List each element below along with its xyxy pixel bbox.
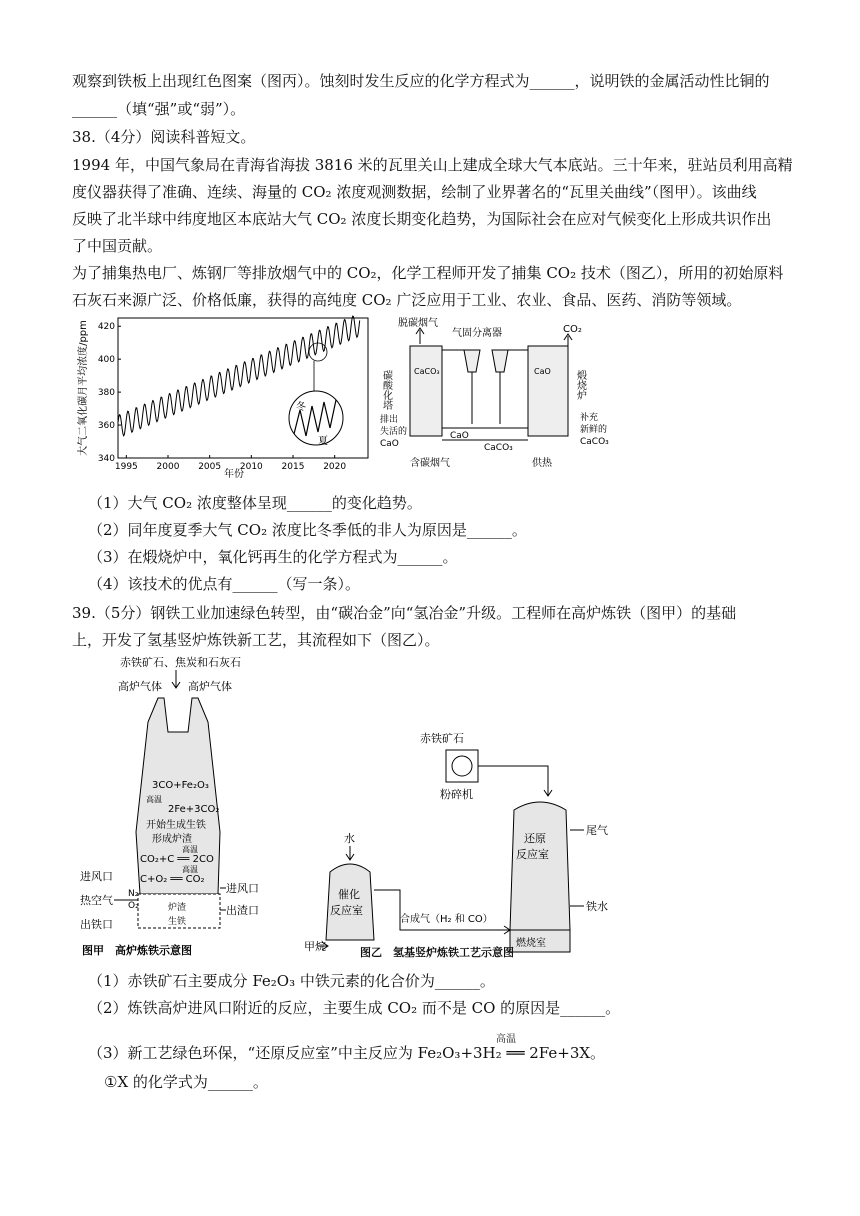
hot-air: 热空气 bbox=[80, 894, 113, 907]
o2-label: O₂ bbox=[128, 901, 139, 911]
co2-capture-diagram bbox=[380, 316, 630, 472]
inlet-right: 进风口 bbox=[226, 882, 259, 895]
x-tick-label: 1995 bbox=[114, 462, 138, 472]
y-tick-label: 340 bbox=[97, 454, 115, 464]
q38-question-2: （2）同年度夏季大气 CO₂ 浓度比冬季低的非人为原因是______。 bbox=[88, 521, 527, 539]
reaction-condition: 高温 bbox=[496, 1034, 516, 1045]
q39-question-2: （2）炼铁高炉进风口附近的反应，主要生成 CO₂ 而不是 CO 的原因是______。 bbox=[88, 999, 621, 1017]
label-discharge-3: CaO bbox=[380, 439, 399, 449]
y-tick-label: 400 bbox=[97, 355, 115, 366]
eq1c: 2Fe+3CO₂ bbox=[168, 804, 220, 815]
pig-label: 生铁 bbox=[168, 917, 187, 927]
n2-label: N₂ bbox=[128, 889, 139, 899]
mid1: 开始生成生铁 bbox=[146, 820, 206, 831]
label-fresh: 补充 bbox=[580, 413, 599, 423]
mid2: 形成炉渣 bbox=[152, 834, 192, 845]
y-tick-label: 420 bbox=[97, 322, 115, 333]
x-tick-label: 2010 bbox=[239, 462, 263, 472]
label-cao-flow: CaO bbox=[450, 431, 469, 441]
inlet-left: 进风口 bbox=[80, 870, 113, 883]
label-carbonator: 碳酸化塔 bbox=[380, 370, 392, 410]
eq2cond: 高温 bbox=[182, 845, 198, 854]
label-flue-in: 含碳烟气 bbox=[410, 458, 450, 469]
x-tick-label: 2020 bbox=[323, 462, 347, 472]
shaft-caption: 图乙 氢基竖炉炼铁工艺示意图 bbox=[360, 946, 514, 959]
q38-p1-line: 了中国贡献。 bbox=[72, 237, 163, 255]
label-separator: 气固分离器 bbox=[452, 328, 502, 339]
q39-question-3a: ①X 的化学式为______。 bbox=[104, 1073, 268, 1091]
zoom-circle bbox=[289, 391, 343, 445]
label-calciner: 煅烧炉 bbox=[574, 370, 586, 400]
separator-left bbox=[464, 350, 480, 372]
tail-gas-label: 尾气 bbox=[586, 824, 608, 837]
q38-question-4: （4）该技术的优点有______（写一条）。 bbox=[88, 575, 361, 593]
slag-label: 炉渣 bbox=[168, 903, 187, 913]
label-co2-out: CO₂ bbox=[563, 324, 582, 335]
q39-question-1: （1）赤铁矿石主要成分 Fe₂O₃ 中铁元素的化合价为______。 bbox=[88, 972, 495, 990]
reduction-label-1: 还原 bbox=[524, 832, 546, 845]
intro-line-2: ______（填“强”或“弱”）。 bbox=[72, 100, 246, 118]
label-heat: 供热 bbox=[532, 458, 552, 469]
label-discharge: 排出 bbox=[380, 415, 399, 425]
gas-left: 高炉气体 bbox=[118, 680, 162, 693]
label-fresh-2: 新鲜的 bbox=[580, 425, 608, 435]
combustion-label: 燃烧室 bbox=[516, 938, 546, 949]
q38-question-3: （3）在煅烧炉中，氧化钙再生的化学方程式为______。 bbox=[88, 548, 458, 566]
gas-right: 高炉气体 bbox=[188, 680, 232, 693]
catalytic-label-2: 反应室 bbox=[330, 904, 363, 917]
molten-iron-label: 铁水 bbox=[586, 900, 608, 913]
label-flue-out: 脱碳烟气 bbox=[398, 318, 438, 329]
annotation-winter: 冬 bbox=[296, 402, 306, 413]
x-axis-label: 年份 bbox=[224, 469, 244, 480]
q38-p1-line: 1994 年，中国气象局在青海省海拔 3816 米的瓦里关山上建成全球大气本底站。三十年来，驻站员利用高精 bbox=[72, 156, 793, 174]
eq3cond: 高温 bbox=[182, 865, 198, 874]
furnace-top-label: 赤铁矿石、焦炭和石灰石 bbox=[120, 656, 241, 669]
furnace-caption: 图甲 高炉炼铁示意图 bbox=[82, 944, 192, 957]
blast-furnace-diagram bbox=[80, 652, 290, 962]
shaft-furnace-diagram bbox=[300, 730, 630, 962]
catalytic-label-1: 催化 bbox=[338, 888, 360, 901]
eq1b: 高温 bbox=[146, 795, 162, 804]
x-tick-label: 2005 bbox=[198, 462, 222, 472]
label-discharge-2: 失活的 bbox=[380, 427, 408, 437]
eq3: C+O₂ ══ CO₂ bbox=[140, 874, 205, 885]
label-caco3-flow: CaCO₃ bbox=[484, 443, 513, 453]
eq1a: 3CO+Fe₂O₃ bbox=[152, 780, 209, 791]
intro-line-1: 观察到铁板上出现红色图案（图丙）。蚀刻时发生反应的化学方程式为______，说明铁的金属活动性比铜的 bbox=[72, 72, 770, 90]
y-axis-label: 大气二氧化碳月平均浓度/ppm bbox=[78, 320, 89, 456]
q38-p2-line: 为了捕集热电厂、炼钢厂等排放烟气中的 CO₂，化学工程师开发了捕集 CO₂ 技术（图乙），所用的初始原料 bbox=[72, 264, 784, 282]
slag-out: 出渣口 bbox=[226, 904, 259, 917]
q38-p1-line: 度仪器获得了准确、连续、海量的 CO₂ 浓度观测数据，绘制了业界著名的“瓦里关曲线”（图甲）。该曲线 bbox=[72, 183, 757, 201]
calciner-tower bbox=[528, 346, 568, 436]
reduction-label-2: 反应室 bbox=[516, 848, 549, 861]
q39-question-3: （3）新工艺绿色环保，“还原反应室”中主反应为 Fe₂O₃+3H₂ ══ 2Fe+3X。 bbox=[88, 1044, 606, 1062]
q38-p1-line: 反映了北半球中纬度地区本底站大气 CO₂ 浓度长期变化趋势，为国际社会在应对气候变化上形成共识作出 bbox=[72, 210, 772, 228]
water-label: 水 bbox=[344, 832, 355, 845]
q38-p2-line: 石灰石来源广泛、价格低廉，获得的高纯度 CO₂ 广泛应用于工业、农业、食品、医药、消防等领域。 bbox=[72, 291, 742, 309]
iron-out: 出铁口 bbox=[80, 918, 113, 931]
ore-label: 赤铁矿石 bbox=[420, 732, 464, 745]
crusher-icon bbox=[452, 756, 472, 776]
reduction-reactor bbox=[510, 802, 570, 930]
catalytic-reactor bbox=[326, 864, 374, 940]
y-tick-label: 380 bbox=[97, 388, 115, 399]
x-tick-label: 2015 bbox=[281, 462, 305, 472]
methane-label: 甲烷 bbox=[304, 940, 326, 953]
syngas-label: 合成气（H₂ 和 CO） bbox=[400, 914, 493, 925]
separator-right bbox=[492, 350, 508, 372]
q38-heading: 38.（4分）阅读科普短文。 bbox=[72, 128, 256, 146]
label-cao-inside: CaO bbox=[534, 367, 551, 376]
carbonator-tower bbox=[410, 346, 442, 436]
y-tick-label: 360 bbox=[97, 421, 115, 432]
q38-question-1: （1）大气 CO₂ 浓度整体呈现______的变化趋势。 bbox=[88, 494, 422, 512]
annotation-summer: 夏 bbox=[318, 436, 328, 447]
eq2: CO₂+C ══ 2CO bbox=[140, 854, 214, 865]
crusher-label: 粉碎机 bbox=[440, 788, 473, 801]
label-fresh-3: CaCO₃ bbox=[580, 437, 609, 447]
q39-heading: 39.（5分）钢铁工业加速绿色转型，由“碳冶金”向“氢冶金”升级。工程师在高炉炼铁（图甲）的基础 bbox=[72, 604, 737, 622]
label-caco3-inside: CaCO₃ bbox=[414, 367, 440, 376]
waliguan-chart bbox=[74, 314, 374, 482]
q39-heading-2: 上，开发了氢基竖炉炼铁新工艺，其流程如下（图乙）。 bbox=[72, 631, 440, 649]
x-tick-label: 2000 bbox=[156, 462, 180, 472]
